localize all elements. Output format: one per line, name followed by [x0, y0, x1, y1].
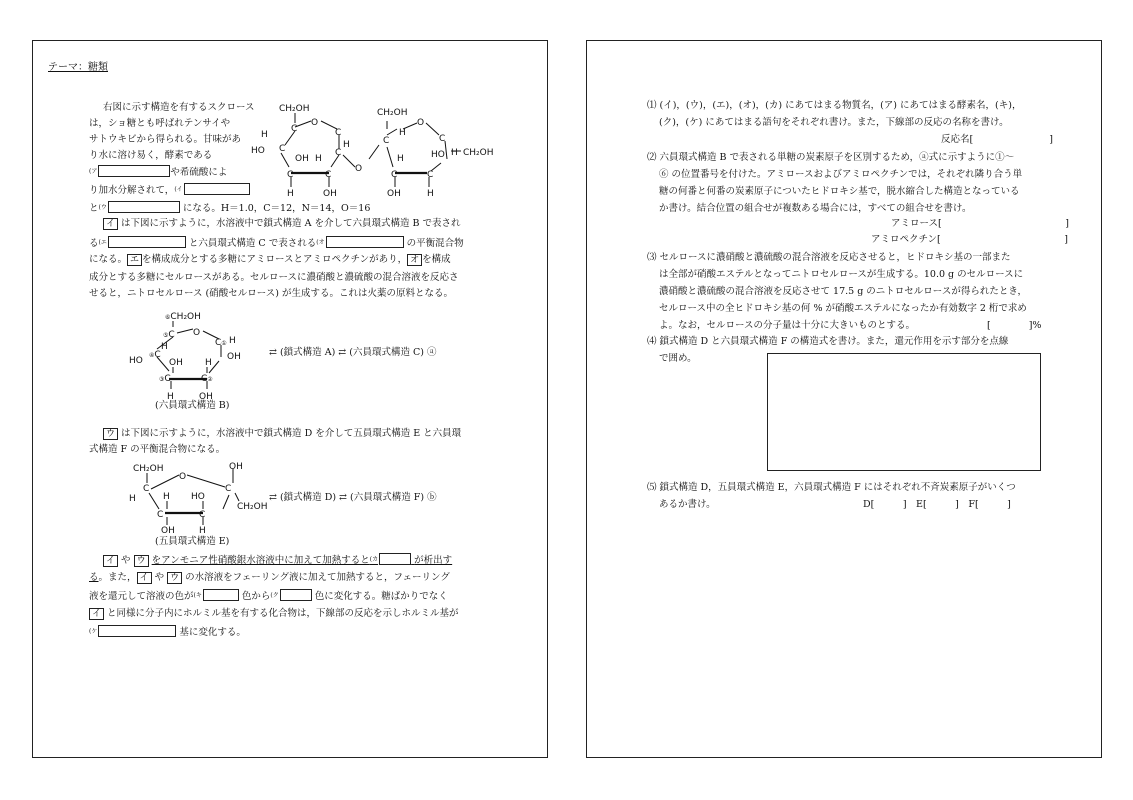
svg-text:H: H	[167, 392, 174, 401]
para2-line-4: 成分とする多糖にセルロースがある。セルロースに濃硝酸と濃硫酸の混合溶液を反応さ	[89, 272, 459, 283]
svg-text:CH₂OH: CH₂OH	[237, 502, 268, 512]
svg-text:C: C	[335, 148, 342, 158]
q4-line-1: ⑷ 鎖式構造 D と六員環式構造 F の構造式を書け。また，還元作用を示す部分を点線	[647, 336, 1009, 347]
intro-line-3: サトウキビから得られる。甘味があ	[89, 134, 242, 145]
svg-text:H: H	[427, 189, 434, 199]
svg-text:O: O	[355, 164, 363, 174]
svg-text:OH: OH	[229, 462, 243, 472]
svg-text:H: H	[161, 342, 168, 352]
q3-line-3: 濃硝酸と濃硫酸の混合溶液を反応させて 17.5 g のニトロセルロースが得られたとき，	[659, 286, 1027, 297]
q4-answer-box[interactable]	[767, 353, 1041, 471]
blank-h[interactable]	[280, 589, 312, 601]
svg-text:OH: OH	[169, 358, 183, 368]
theme-title: テーマ：糖類	[48, 62, 108, 73]
svg-text:⑤C: ⑤C	[163, 330, 175, 340]
svg-text:OH: OH	[199, 392, 213, 401]
para4-line-3: 液を還元して溶液の色が$^{(キ}$ 色から$^{(ク}$ 色に変化する。糖ばかりでなく	[89, 591, 448, 602]
fig-e-equilibrium: ⇄ (鎖式構造 D) ⇄ (六員環式構造 F) ⓑ	[269, 492, 437, 503]
blank-i[interactable]	[98, 625, 176, 637]
svg-text:C: C	[199, 510, 206, 520]
q2-answer-amylopectin[interactable]: アミロペクチン[ ]	[871, 234, 1068, 245]
intro-line-7: と$^{(ウ}$ になる。H＝1.0，C＝12，N＝14，O＝16	[89, 203, 371, 214]
q2-line-4: か書け。結合位置の組合せが複数ある場合には，すべての組合せを書け。	[659, 203, 972, 214]
svg-text:H: H	[315, 154, 322, 164]
blank-b[interactable]	[184, 183, 250, 195]
q3-line-2: は全部が硝酸エステルとなってニトロセルロースが生成する。10.0 g のセルロースに	[659, 269, 1024, 280]
left-page	[32, 40, 548, 758]
blank-a[interactable]	[98, 165, 170, 177]
svg-text:C: C	[391, 170, 398, 180]
blank-f[interactable]	[379, 553, 411, 565]
svg-text:O: O	[193, 328, 201, 338]
blank-c[interactable]	[108, 201, 180, 213]
svg-text:H: H	[451, 148, 458, 158]
para2-line-1: イ は下図に示すように，水溶液中で鎖式構造 A を介して六員環式構造 B で表され	[103, 217, 460, 230]
svg-text:C: C	[143, 484, 150, 494]
svg-text:HO: HO	[191, 492, 205, 502]
q3-answer[interactable]: [ ]%	[987, 320, 1042, 331]
intro-line-1: 右図に示す構造を有するスクロース	[103, 102, 255, 113]
q2-line-2: ⑥ の位置番号を付けた。アミロースおよびアミロペクチンでは，それぞれ隣り合う単	[659, 169, 1023, 180]
blank-g[interactable]	[203, 589, 239, 601]
svg-text:HO: HO	[129, 356, 143, 366]
svg-text:H: H	[399, 128, 406, 138]
q5-line-1: ⑸ 鎖式構造 D，五員環式構造 E，六員環式構造 F にはそれぞれ不斉炭素原子がいくつ	[647, 482, 1016, 493]
q3-line-5: よ。なお，セルロースの分子量は十分に大きいものとする。	[659, 320, 916, 331]
para2-line-2: る$^{(エ}$ と六員環式構造 C で表される$^{(オ}$ の平衡混合物	[89, 238, 464, 249]
svg-text:⑥CH₂OH: ⑥CH₂OH	[165, 312, 201, 322]
svg-text:HO: HO	[431, 150, 445, 160]
para4-line-1: イ や ウ をアンモニア性硝酸銀水溶液中に加えて加熱すると$^{(カ}$ が析出す	[103, 553, 452, 567]
svg-text:H: H	[287, 189, 294, 199]
para4-line-5: $^{(ケ}$ 基に変化する。	[89, 627, 246, 638]
q2-answer-amylose[interactable]: アミロース[ ]	[891, 218, 1069, 229]
svg-text:H: H	[261, 130, 268, 140]
sucrose-structure	[251, 99, 501, 199]
svg-text:H: H	[229, 336, 236, 346]
svg-text:OH: OH	[227, 352, 241, 362]
q5-answer[interactable]: D[ ] E[ ] F[ ]	[863, 499, 1011, 510]
svg-text:C: C	[157, 510, 164, 520]
svg-text:C: C	[383, 136, 390, 146]
svg-text:O: O	[417, 118, 425, 128]
fructose-furanose-structure	[129, 461, 269, 541]
svg-text:H: H	[205, 358, 212, 368]
svg-text:C: C	[335, 128, 342, 138]
para3-line-1: ウ は下図に示すように，水溶液中で鎖式構造 D を介して五員環式構造 E と六員環	[103, 427, 461, 440]
svg-text:C: C	[287, 170, 294, 180]
svg-text:C: C	[291, 124, 298, 134]
para4-line-2: る。また， イ や ウ の水溶液をフェーリング液に加えて加熱すると，フェーリング	[89, 572, 450, 583]
svg-text:④C: ④C	[149, 350, 161, 360]
svg-text:H: H	[129, 494, 136, 504]
svg-text:C: C	[325, 170, 332, 180]
svg-text:③C: ③C	[159, 374, 171, 384]
svg-text:H: H	[199, 526, 206, 536]
svg-text:O: O	[179, 472, 187, 482]
svg-text:C: C	[225, 484, 232, 494]
svg-text:O: O	[311, 118, 319, 128]
fig-b-equilibrium: ⇄ (鎖式構造 A) ⇄ (六員環式構造 C) ⓐ	[269, 347, 437, 358]
svg-text:C: C	[439, 134, 446, 144]
svg-text:OH: OH	[323, 189, 337, 199]
svg-text:H: H	[163, 492, 170, 502]
svg-text:C②: C②	[201, 374, 213, 384]
blank-d[interactable]	[108, 236, 186, 248]
svg-text:C①: C①	[215, 338, 227, 348]
q5-line-2: あるか書け。	[659, 499, 716, 510]
fig-b-caption: (六員環式構造 B)	[155, 400, 230, 411]
q1-answer[interactable]: 反応名[ ]	[941, 134, 1053, 145]
fig-e-caption: (五員環式構造 E)	[155, 536, 230, 547]
para4-line-4: イ と同様に分子内にホルミル基を有する化合物は，下線部の反応を示しホルミル基が	[89, 607, 459, 620]
q2-line-1: ⑵ 六員環式構造 B で表される単糖の炭素原子を区別するため，ⓐ式に示すように①〜	[647, 152, 1015, 163]
intro-line-6: り加水分解されて，$^{(イ}$	[89, 183, 250, 197]
svg-text:H: H	[397, 154, 404, 164]
intro-line-5: $^{(ア}$ や希硫酸によ	[89, 167, 228, 178]
q1-line-1: ⑴ (イ)，(ウ)，(エ)，(オ)，(カ) にあてはまる物質名，(ア) にあてはまる酵素名，(キ)，	[647, 100, 1022, 111]
svg-text:OH: OH	[161, 526, 175, 536]
blank-e[interactable]	[326, 236, 404, 248]
svg-text:CH₂OH: CH₂OH	[377, 108, 408, 118]
para3-line-2: 式構造 F の平衡混合物になる。	[89, 444, 226, 455]
intro-line-2: は，ショ糖とも呼ばれテンサイや	[89, 118, 231, 129]
q1-line-2: (ク)，(ケ) にあてはまる語句をそれぞれ書け。また，下線部の反応の名称を書け。	[659, 117, 1009, 128]
svg-text:CH₂OH: CH₂OH	[133, 464, 164, 474]
svg-text:C: C	[427, 170, 434, 180]
q3-line-4: セルロース中の全ヒドロキシ基の何 % が硝酸エステルになったか有効数字 2 桁で求め	[659, 303, 1027, 314]
q4-line-2: で囲め。	[659, 353, 697, 364]
svg-text:H: H	[343, 140, 350, 150]
glucose-pyranose-structure	[129, 309, 249, 401]
intro-line-4: り水に溶け易く，酵素である	[89, 150, 213, 161]
q2-line-3: 糖の何番と何番の炭素原子についたヒドロキシ基で，脱水縮合した構造となっている	[659, 186, 1020, 197]
svg-text:HO: HO	[251, 146, 265, 156]
para2-line-3: になる。 エ を構成成分とする多糖にアミロースとアミロペクチンがあり， オ を構成	[89, 254, 451, 265]
right-page	[586, 40, 1102, 758]
q3-line-1: ⑶ セルロースに濃硝酸と濃硫酸の混合溶液を反応させると，ヒドロキシ基の一部また	[647, 252, 1011, 263]
svg-text:CH₂OH: CH₂OH	[463, 148, 494, 158]
svg-text:CH₂OH: CH₂OH	[279, 104, 310, 114]
svg-text:OH: OH	[387, 189, 401, 199]
svg-text:C: C	[279, 144, 286, 154]
svg-text:OH: OH	[295, 154, 309, 164]
para2-line-5: せると，ニトロセルロース (硝酸セルロース) が生成する。これは火薬の原料となる。	[89, 288, 454, 299]
